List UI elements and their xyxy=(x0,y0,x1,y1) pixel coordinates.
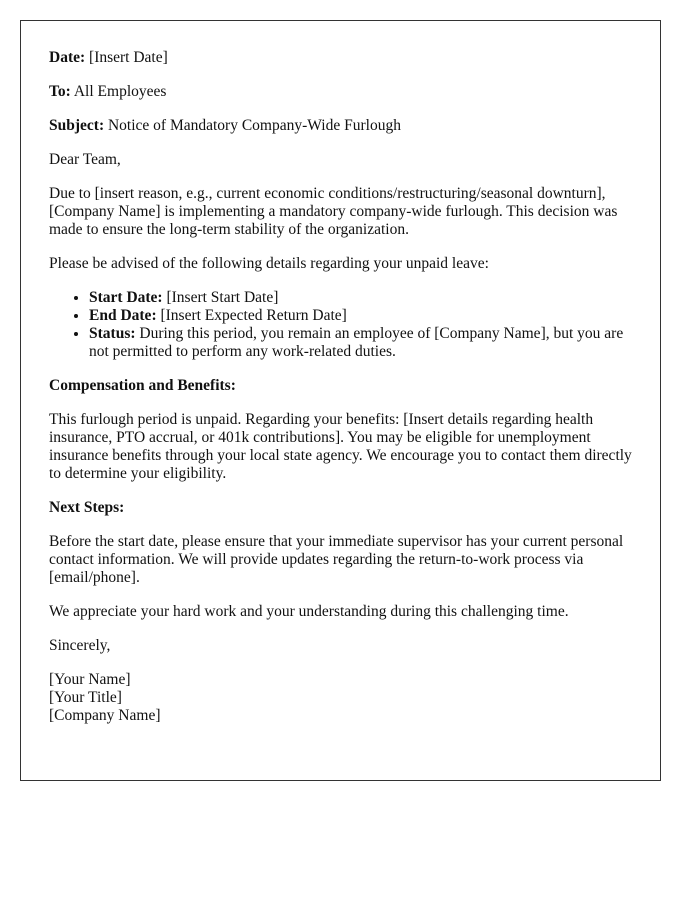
detail-label: Start Date: xyxy=(89,289,163,306)
details-list xyxy=(49,289,632,361)
salutation: Dear Team, xyxy=(49,151,121,168)
signature-name: [Your Name] xyxy=(49,671,131,688)
subject-label: Subject: xyxy=(49,117,105,134)
next-steps-heading-text: Next Steps: xyxy=(49,499,125,516)
detail-label: Status: xyxy=(89,325,136,342)
to-label: To: xyxy=(49,83,71,100)
detail-value: [Insert Expected Return Date] xyxy=(160,307,347,324)
signature-block xyxy=(49,671,632,725)
detail-item-status xyxy=(89,325,632,361)
date-line xyxy=(49,49,632,67)
detail-value: During this period, you remain an employee of [Company Name], but you are not permitted to perform any work-related duties. xyxy=(89,325,624,360)
letter-container xyxy=(20,20,661,781)
signature-company: [Company Name] xyxy=(49,707,161,724)
detail-item-end-date xyxy=(89,307,632,325)
compensation-heading xyxy=(49,377,632,395)
detail-item-start-date xyxy=(89,289,632,307)
date-value: [Insert Date] xyxy=(89,49,168,66)
signature-title: [Your Title] xyxy=(49,689,122,706)
detail-label: End Date: xyxy=(89,307,157,324)
detail-value: [Insert Start Date] xyxy=(166,289,279,306)
closing-note: We appreciate your hard work and your understanding during this challenging time. xyxy=(49,603,569,620)
subject-line xyxy=(49,117,632,135)
to-value: All Employees xyxy=(73,83,167,100)
next-steps-heading xyxy=(49,499,632,517)
next-steps-body: Before the start date, please ensure that your immediate supervisor has your current personal contact information. We will provide updates regarding the return-to-work process via [email/phone]. xyxy=(49,533,624,586)
signoff: Sincerely, xyxy=(49,637,111,654)
details-intro: Please be advised of the following details regarding your unpaid leave: xyxy=(49,255,489,272)
compensation-heading-text: Compensation and Benefits: xyxy=(49,377,236,394)
date-label: Date: xyxy=(49,49,86,66)
compensation-body: This furlough period is unpaid. Regarding your benefits: [Insert details regarding health insurance, PTO accrual, or 401k contributions]. You may be eligible for unemployment insurance benefits through your local state agency. We encourage you to contact them directly to determine your eligibility. xyxy=(49,411,632,482)
subject-value: Notice of Mandatory Company-Wide Furlough xyxy=(107,117,401,134)
intro-paragraph: Due to [insert reason, e.g., current economic conditions/restructuring/seasonal downturn], [Company Name] is implementing a mandatory company-wide furlough. This decision was made to ensure the long-term stability of the organization. xyxy=(49,185,618,238)
to-line xyxy=(49,83,632,101)
